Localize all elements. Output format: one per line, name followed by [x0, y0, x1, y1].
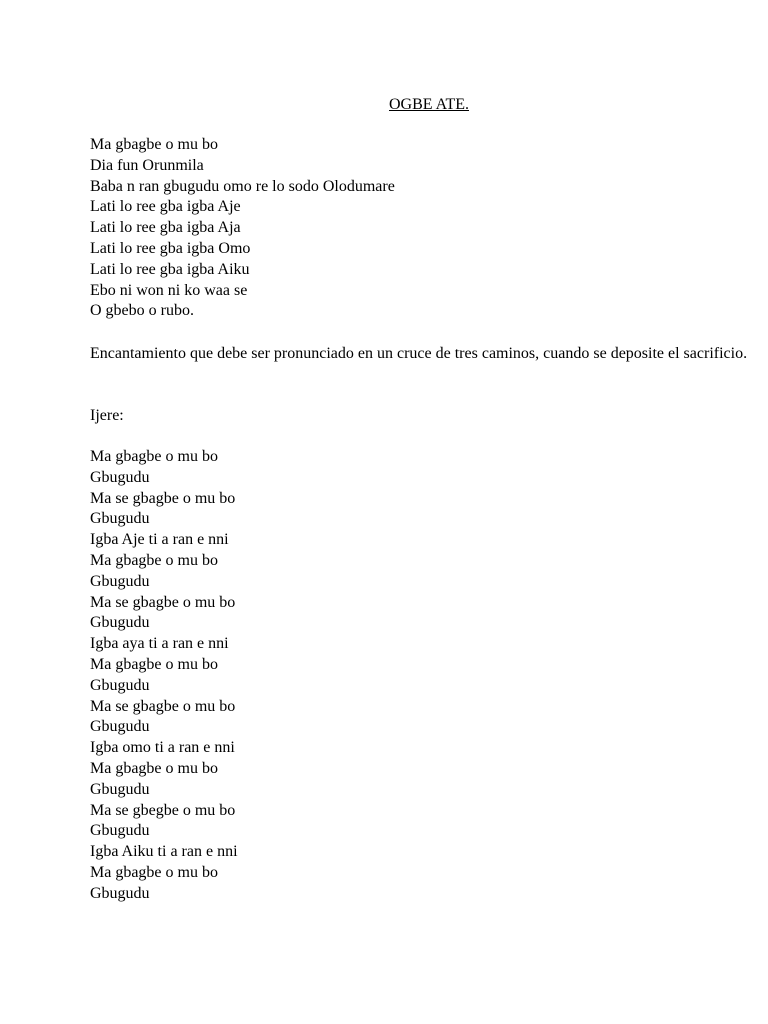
stanza-line: Dia fun Orunmila [90, 156, 204, 174]
chant-line: Igba Aiku ti a ran e nni [90, 843, 238, 861]
ijere-heading-block [90, 406, 750, 427]
chant-line: Igba aya ti a ran e nni [90, 635, 229, 653]
chant-line: Gbugudu [90, 572, 150, 590]
chant-line: Ma se gbagbe o mu bo [90, 489, 236, 507]
chant-line: Gbugudu [90, 676, 150, 694]
chant-line: Igba omo ti a ran e nni [90, 739, 235, 757]
ijere-label: Ijere: [90, 407, 124, 424]
opening-stanza [90, 135, 750, 322]
stanza-line: Ebo ni won ni ko waa se [90, 281, 248, 299]
stanza-line: Lati lo ree gba igba Aiku [90, 260, 250, 278]
chant-line: Ma gbagbe o mu bo [90, 863, 218, 881]
chant-line: Gbugudu [90, 468, 150, 486]
chant-line: Gbugudu [90, 884, 150, 902]
chant-line: Igba Aje ti a ran e nni [90, 531, 229, 549]
chant-line: Gbugudu [90, 510, 150, 528]
chant-line: Ma gbagbe o mu bo [90, 448, 218, 465]
stanza-line: Lati lo ree gba igba Aje [90, 198, 241, 216]
chant-line: Ma gbagbe o mu bo [90, 759, 218, 777]
instruction-paragraph [90, 343, 750, 364]
chant-line: Ma se gbagbe o mu bo [90, 697, 236, 715]
document-title: OGBE ATE. [389, 96, 469, 113]
chant-line: Ma gbagbe o mu bo [90, 655, 218, 673]
stanza-line: Ma gbagbe o mu bo [90, 136, 218, 153]
stanza-line: O gbebo o rubo. [90, 302, 194, 320]
chant-line: Gbugudu [90, 718, 150, 736]
stanza-line: Lati lo ree gba igba Omo [90, 239, 251, 257]
chant-line: Ma se gbegbe o mu bo [90, 801, 236, 819]
chant-line: Gbugudu [90, 614, 150, 632]
chant-line: Ma se gbagbe o mu bo [90, 593, 236, 611]
instruction-text: Encantamiento que debe ser pronunciado en un cruce de tres caminos, cuando se deposite el sacrificio. [90, 345, 748, 362]
stanza-line: Baba n ran gbugudu omo re lo sodo Olodumare [90, 177, 395, 195]
stanza-line: Lati lo ree gba igba Aja [90, 219, 241, 237]
chant-stanza [90, 447, 750, 905]
chant-line: Gbugudu [90, 822, 150, 840]
chant-line: Gbugudu [90, 780, 150, 798]
chant-line: Ma gbagbe o mu bo [90, 551, 218, 569]
